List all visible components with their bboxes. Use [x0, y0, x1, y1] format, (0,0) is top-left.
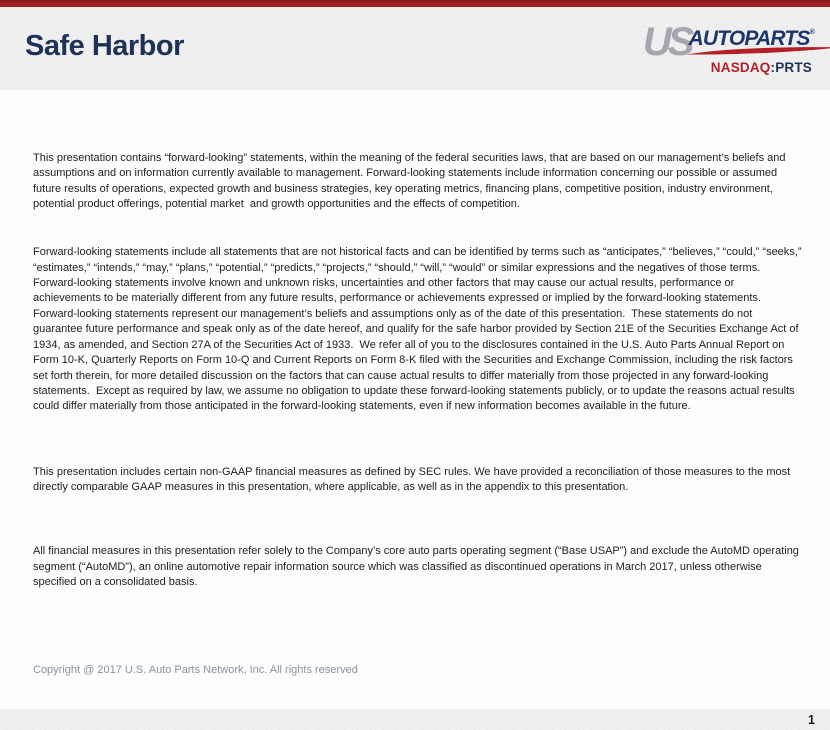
registered-trademark-icon: ® [809, 28, 814, 36]
top-accent-bar [0, 0, 830, 7]
logo-swoosh-icon [684, 46, 830, 55]
us-autoparts-logo [642, 19, 814, 75]
copyright-line: Copyright @ 2017 U.S. Auto Parts Network, Inc. All rights reserved [33, 664, 358, 677]
logo-autoparts-wrap [688, 27, 814, 50]
paragraph-financial-measures-scope: All financial measures in this presentation refer solely to the Company’s core auto parts operating segment (“Base USAP”) and exclude the AutoMD operating segment (“AutoMD”), an online automotive repair information source which was classified as discontinued operations in March 2017, unless otherwise specified on a consolidated basis. [33, 545, 802, 588]
logo-wordmark [642, 19, 814, 64]
ticker-label [711, 60, 812, 75]
page-number: 1 [808, 712, 815, 727]
paragraph-forward-looking-intro: This presentation contains “forward-looking” statements, within the meaning of the federal securities laws, that are based on our management’s beliefs and assumptions and on information currently available to management. Forward-looking statements include information concerning our possible or assumed future results of operations, expected growth and business strategies, key operating metrics, financing plans, competitive position, industry environment, potential product offerings, potential market and growth opportunities and the effects of competition. [33, 151, 789, 211]
slide-header [0, 7, 830, 90]
paragraph-forward-looking-detail: Forward-looking statements include all statements that are not historical facts and can be identified by terms such as “anticipates,” “believes,” “could,” “seeks,” “estimates,” “intends,” “may,” “plans,” “potential,” “predicts,” “projects,” “should,” “will,” “would” or similar expressions and the negatives of those terms. Forward-looking statements involve known and unknown risks, uncertainties and other factors that may cause our actual results, performance or achievements to be materially different from any future results, performance or achievements expressed or implied by the forward-looking statements. Forward-looking statements represent our management’s beliefs and assumptions only as of the date of this presentation. These statements do not guarantee future performance and speak only as of the date hereof, and qualify for the safe harbor provided by Section 21E of the Securities Exchange Act of 1934, as amended, and Section 27A of the Securities Act of 1933. We refer all of you to the disclosures contained in the U.S. Auto Parts Annual Report on Form 10-K, Quarterly Reports on Form 10-Q and Current Reports on Form 8-K filed with the Securities and Exchange Commission, including the risk factors set forth therein, for more detailed discussion on the factors that can cause actual results to differ materially from those projected in any forward-looking statements. Except as required by law, we assume no obligation to update these forward-looking statements publicly, or to update the reasons actual results could differ materially from those anticipated in the forward-looking statements, even if new information becomes available in the future. [33, 246, 805, 413]
paragraph-non-gaap-measures: This presentation includes certain non-GAAP financial measures as defined by SEC rules. We have provided a reconciliation of those measures to the most directly comparable GAAP measures in this presentation, where applicable, as well as in the appendix to this presentation. [33, 465, 794, 493]
slide-footer [0, 709, 830, 730]
logo-us-text: US [642, 19, 691, 64]
ticker-symbol: :PRTS [770, 59, 812, 75]
ticker-exchange: NASDAQ [710, 59, 771, 75]
slide-title: Safe Harbor [25, 30, 184, 62]
logo-autoparts-text: AUTOPARTS® [688, 26, 814, 50]
slide-body [0, 90, 830, 709]
